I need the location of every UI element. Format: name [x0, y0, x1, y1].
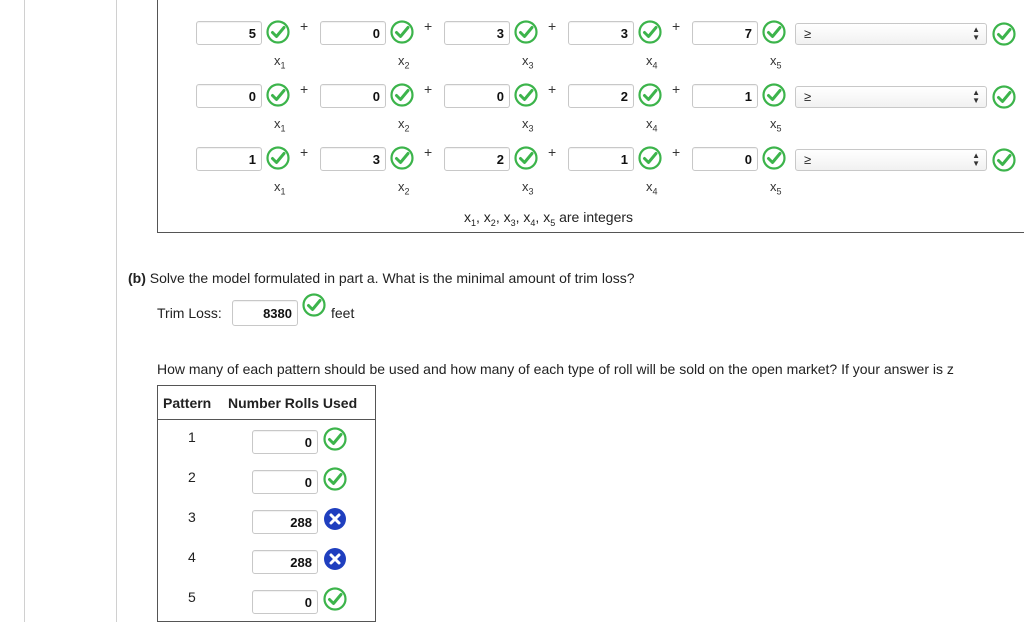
operator-select[interactable] [795, 86, 987, 108]
header-number-rolls-used: Number Rolls Used [228, 395, 358, 411]
variable-label [398, 53, 410, 71]
variable-label [522, 53, 534, 71]
check-icon [514, 20, 538, 44]
variable-base: x [274, 116, 281, 131]
variable-base: x [523, 209, 531, 225]
operator-value: ≥ [804, 26, 812, 41]
check-icon [992, 22, 1016, 46]
plus-sign: + [300, 81, 309, 97]
variable-subscript: 2 [404, 186, 410, 197]
check-icon [266, 83, 290, 107]
variable-base: x [770, 116, 777, 131]
check-icon [323, 587, 347, 611]
operator-value: ≥ [804, 152, 812, 167]
check-icon [266, 20, 290, 44]
variable-base: x [398, 53, 405, 68]
trim-loss-input[interactable]: 8380 [232, 300, 298, 326]
variable-base: x [646, 53, 653, 68]
variable-base: x [274, 179, 281, 194]
coefficient-input[interactable]: 0 [196, 84, 262, 108]
variable-subscript: 1 [471, 217, 477, 228]
coefficient-input[interactable]: 1 [196, 147, 262, 171]
coefficient-input[interactable]: 3 [444, 21, 510, 45]
rolls-used-input[interactable]: 288 [252, 550, 318, 574]
variable-subscript: 1 [280, 186, 286, 197]
variable-base: x [464, 209, 471, 225]
pattern-number: 4 [188, 549, 196, 565]
variable-label [646, 116, 658, 134]
variable-base: x [770, 53, 777, 68]
variable-subscript: 3 [528, 186, 534, 197]
rolls-used-input[interactable]: 288 [252, 510, 318, 534]
variable-subscript: 3 [510, 217, 516, 228]
plus-sign: + [424, 144, 433, 160]
operator-select[interactable] [795, 23, 987, 45]
coefficient-input[interactable]: 2 [444, 147, 510, 171]
variable-subscript: 4 [652, 60, 658, 71]
variable-base: x [770, 179, 777, 194]
check-icon [992, 148, 1016, 172]
variable-label [398, 116, 410, 134]
pattern-question: How many of each pattern should be used and how many of each type of roll will be sold on the open market? If your answer is z [157, 361, 954, 377]
coefficient-input[interactable]: 0 [320, 21, 386, 45]
variable-subscript: 5 [776, 123, 782, 134]
content-margin-line [116, 0, 117, 622]
variable-label [398, 179, 410, 197]
variable-base: x [522, 179, 529, 194]
plus-sign: + [672, 18, 681, 34]
variable-label [646, 179, 658, 197]
plus-sign: + [424, 81, 433, 97]
coefficient-input[interactable]: 0 [692, 147, 758, 171]
pattern-table [157, 385, 376, 622]
check-icon [638, 83, 662, 107]
variable-base: x [483, 209, 491, 225]
plus-sign: + [548, 81, 557, 97]
coefficient-input[interactable]: 3 [568, 21, 634, 45]
check-icon [323, 467, 347, 491]
variable-label [770, 116, 782, 134]
variable-base: x [398, 179, 405, 194]
check-icon [762, 146, 786, 170]
operator-value: ≥ [804, 89, 812, 104]
variable-label [274, 179, 286, 197]
check-icon [266, 146, 290, 170]
check-icon [762, 83, 786, 107]
variable-label [770, 179, 782, 197]
rolls-used-input[interactable]: 0 [252, 470, 318, 494]
variable-subscript: 1 [280, 60, 286, 71]
pattern-number: 3 [188, 509, 196, 525]
part-label: (b) [128, 270, 146, 286]
variable-base: x [522, 53, 529, 68]
variable-base: x [646, 179, 653, 194]
variable-subscript: 2 [490, 217, 496, 228]
variable-base: x [522, 116, 529, 131]
check-icon [762, 20, 786, 44]
left-margin-line [24, 0, 25, 622]
check-icon [323, 427, 347, 451]
variable-subscript: 3 [528, 123, 534, 134]
pattern-number: 5 [188, 589, 196, 605]
variable-base: x [646, 116, 653, 131]
rolls-used-input[interactable]: 0 [252, 430, 318, 454]
coefficient-input[interactable]: 2 [568, 84, 634, 108]
pattern-table-header [158, 386, 375, 420]
check-icon [992, 85, 1016, 109]
question-text: Solve the model formulated in part a. What is the minimal amount of trim loss? [149, 270, 635, 286]
rolls-used-input[interactable]: 0 [252, 590, 318, 614]
trim-loss-unit: feet [331, 305, 355, 321]
variable-label [274, 53, 286, 71]
variable-label [274, 116, 286, 134]
plus-sign: + [424, 18, 433, 34]
select-arrows-icon: ▲ ▼ [972, 25, 980, 42]
integer-constraint [464, 209, 633, 228]
integer-variables: $x_1$, $x_2$, $x_3$, $x_4$, $x_5$ [464, 209, 556, 228]
check-icon [638, 20, 662, 44]
variable-subscript: 2 [404, 123, 410, 134]
variable-subscript: 5 [776, 186, 782, 197]
variable-base: x [543, 209, 551, 225]
cross-icon [323, 547, 347, 571]
variable-subscript: 1 [280, 123, 286, 134]
coefficient-input[interactable]: 0 [444, 84, 510, 108]
check-icon [514, 83, 538, 107]
variable-subscript: 2 [404, 60, 410, 71]
cross-icon [323, 507, 347, 531]
variable-base: x [274, 53, 281, 68]
variable-subscript: 5 [776, 60, 782, 71]
integer-suffix: are integers [559, 209, 634, 225]
check-icon [302, 293, 326, 317]
plus-sign: + [548, 144, 557, 160]
coefficient-input[interactable]: 3 [320, 147, 386, 171]
check-icon [514, 146, 538, 170]
plus-sign: + [672, 81, 681, 97]
variable-subscript: 4 [652, 123, 658, 134]
pattern-number: 2 [188, 469, 196, 485]
variable-label [770, 53, 782, 71]
coefficient-input[interactable]: 1 [692, 84, 758, 108]
coefficient-input[interactable]: 0 [320, 84, 386, 108]
plus-sign: + [300, 144, 309, 160]
variable-subscript: 4 [652, 186, 658, 197]
coefficient-input[interactable]: 1 [568, 147, 634, 171]
variable-base: x [503, 209, 511, 225]
plus-sign: + [300, 18, 309, 34]
variable-label [522, 179, 534, 197]
select-arrows-icon: ▲ ▼ [972, 151, 980, 168]
operator-select[interactable] [795, 149, 987, 171]
pattern-number: 1 [188, 429, 196, 445]
check-icon [390, 83, 414, 107]
plus-sign: + [672, 144, 681, 160]
coefficient-input[interactable]: 7 [692, 21, 758, 45]
coefficient-input[interactable]: 5 [196, 21, 262, 45]
variable-subscript: 4 [530, 217, 536, 228]
check-icon [390, 20, 414, 44]
variable-subscript: 5 [550, 217, 556, 228]
variable-base: x [398, 116, 405, 131]
variable-label [522, 116, 534, 134]
plus-sign: + [548, 18, 557, 34]
check-icon [638, 146, 662, 170]
trim-loss-label: Trim Loss: [157, 305, 222, 321]
part-b-question [128, 270, 635, 286]
select-arrows-icon: ▲ ▼ [972, 88, 980, 105]
variable-subscript: 3 [528, 60, 534, 71]
check-icon [390, 146, 414, 170]
header-pattern: Pattern [163, 395, 212, 411]
variable-label [646, 53, 658, 71]
